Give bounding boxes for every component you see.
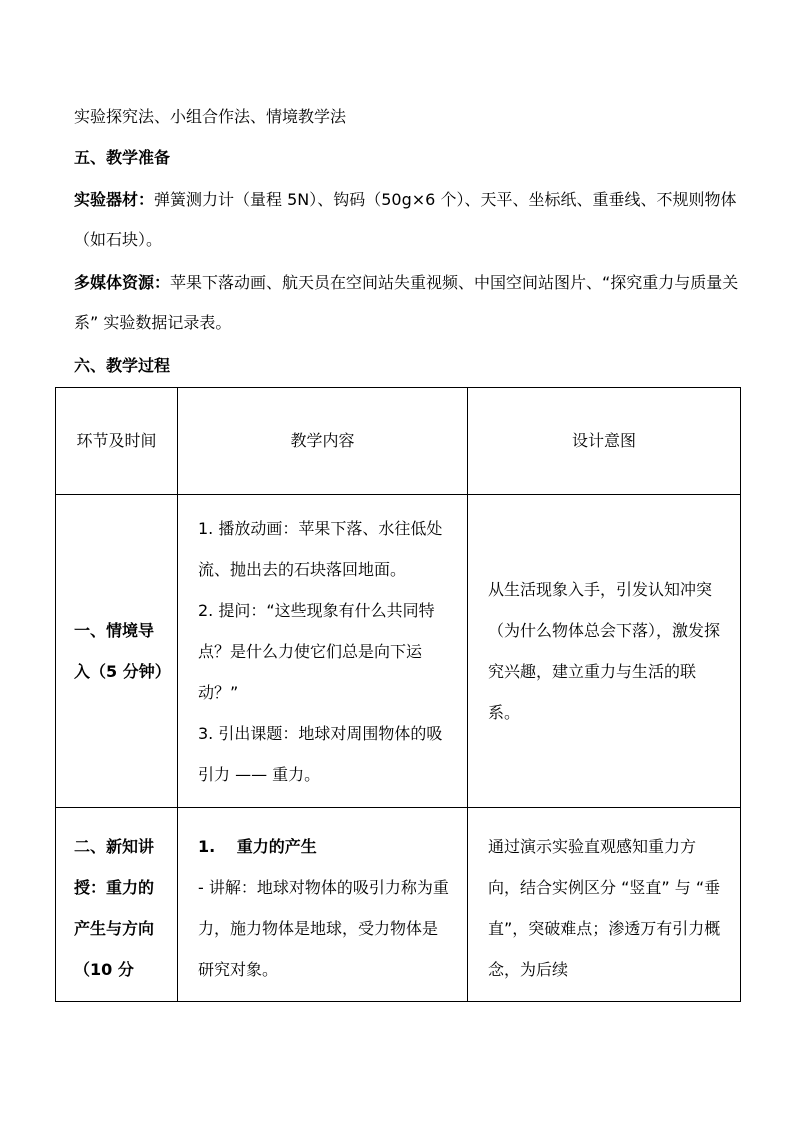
table-row: [56, 495, 741, 808]
teaching-methods-line: 实验探究法、小组合作法、情境教学法: [74, 107, 347, 126]
stage-cell: 二、新知讲授：重力的产生与方向（10 分: [56, 808, 178, 1002]
media-text: 苹果下落动画、航天员在空间站失重视频、中国空间站图片、“探究重力与质量关系” 实验数据记录表。: [74, 273, 739, 332]
teaching-process-table: [55, 387, 741, 1002]
table-header-row: [56, 388, 741, 495]
stage-cell: 一、情境导入（5 分钟）: [56, 495, 178, 808]
content-line: - 讲解：地球对物体的吸引力称为重力，施力物体是地球，受力物体是研究对象。: [198, 877, 449, 979]
table-row: [56, 808, 741, 1002]
content-line: 1. 播放动画：苹果下落、水往低处流、抛出去的石块落回地面。: [198, 518, 443, 579]
content-cell: [178, 808, 468, 1002]
content-subtitle: 1. 重力的产生: [198, 836, 317, 856]
media-paragraph: [74, 263, 744, 343]
section-heading-process: 六、教学过程: [74, 356, 171, 375]
equipment-label: 实验器材：: [74, 190, 155, 209]
content-line: 3. 引出课题：地球对周围物体的吸引力 —— 重力。: [198, 723, 443, 784]
intent-cell: 从生活现象入手，引发认知冲突（为什么物体总会下落），激发探究兴趣，建立重力与生活的联系。: [468, 495, 741, 808]
header-content: 教学内容: [178, 388, 468, 495]
content-cell: [178, 495, 468, 808]
media-label: 多媒体资源：: [74, 273, 171, 292]
equipment-text: 弹簧测力计（量程 5N）、钩码（50g×6 个）、天平、坐标纸、重垂线、不规则物体（如石块）。: [74, 190, 737, 249]
header-stage-time: 环节及时间: [56, 388, 178, 495]
intent-cell: 通过演示实验直观感知重力方向，结合实例区分 “竖直” 与 “垂直”，突破难点；渗透万有引力概念，为后续: [468, 808, 741, 1002]
section-heading-preparation: 五、教学准备: [74, 148, 171, 167]
equipment-paragraph: [74, 180, 744, 260]
content-line: 2. 提问：“这些现象有什么共同特点？是什么力使它们总是向下运动？”: [198, 600, 435, 702]
header-intent: 设计意图: [468, 388, 741, 495]
